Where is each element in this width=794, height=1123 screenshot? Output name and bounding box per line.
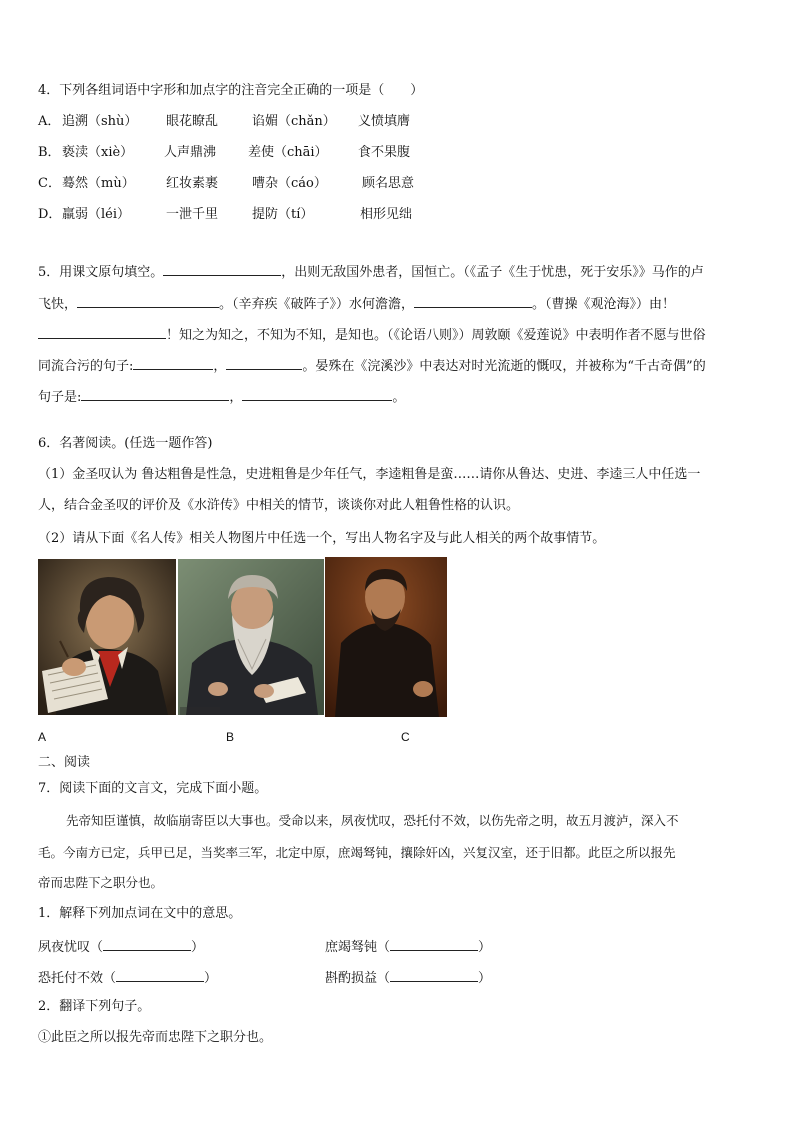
portrait-c-image xyxy=(325,557,447,717)
answer-blank[interactable] xyxy=(390,936,478,951)
q5-text: ！知之为知之，不知为不知，是知也。（《论语八则》）周敦颐《爱莲说》中表明作者不愿与世俗 xyxy=(166,328,706,343)
word-item xyxy=(325,936,491,957)
option-item: 顾名思意 xyxy=(362,176,415,191)
q5-line-4 xyxy=(38,355,706,376)
option-item: 差使（chāi） xyxy=(248,145,328,160)
caption-b: B xyxy=(226,730,235,744)
q7-sentence-1: ①此臣之所以报先帝而忠陛下之职分也。 xyxy=(38,1030,273,1045)
option-item: 嘈杂（cáo） xyxy=(252,176,327,191)
section-heading: 二、阅读 xyxy=(38,755,91,770)
q5-text: 。（曹操《观沧海》）由！ xyxy=(532,297,676,312)
q5-text: 。（辛弃疾《破阵子》）水何澹澹， xyxy=(219,297,415,312)
word-label: 夙夜忧叹（ xyxy=(38,940,104,955)
q5-line-2 xyxy=(38,293,675,314)
option-item: 追溯（shù） xyxy=(62,114,138,129)
q5-text: 。 xyxy=(392,390,406,405)
caption-a: A xyxy=(38,730,47,744)
passage-line-3: 帝而忠陛下之职分也。 xyxy=(38,875,164,890)
option-item: 蓦然（mù） xyxy=(62,176,135,191)
q6-part1-line1: （1）金圣叹认为 鲁达粗鲁是性急，史进粗鲁是少年任气，李逵粗鲁是蛮……请你从鲁达、史进、李逵三人中任选一 xyxy=(38,467,701,482)
option-label: D． xyxy=(38,207,62,222)
q5-text: 句子是: xyxy=(38,390,82,405)
option-item: 人声鼎沸 xyxy=(164,145,217,160)
passage-line-2: 毛。今南方已定，兵甲已足，当奖率三军，北定中原，庶竭驽钝，攘除奸凶，兴复汉室，还于旧都。此臣之所以报先 xyxy=(38,845,676,860)
q5-text: ，出则无敌国外患者，国恒亡。（《孟子《生于忧患，死于安乐》》马作的卢 xyxy=(281,265,704,280)
option-label: C． xyxy=(38,176,61,191)
option-item: 提防（tí） xyxy=(252,207,314,222)
q5-text: ， xyxy=(229,390,243,405)
answer-blank[interactable] xyxy=(81,386,229,401)
word-item xyxy=(325,967,491,988)
word-label: 斟酌损益（ xyxy=(325,971,391,986)
portrait-b-image xyxy=(178,559,324,715)
word-label: 庶竭驽钝（ xyxy=(325,940,391,955)
q7-stem: 7．阅读下面的文言文，完成下面小题。 xyxy=(38,781,268,796)
answer-blank[interactable] xyxy=(103,936,191,951)
passage-line-1: 先帝知臣谨慎，故临崩寄臣以大事也。受命以来，夙夜忧叹，恐托付不效，以伤先帝之明，故五月渡泸，深入不 xyxy=(66,813,679,828)
q4-option-c xyxy=(38,175,414,193)
q5-line-1 xyxy=(38,261,704,282)
answer-blank[interactable] xyxy=(242,386,392,401)
q5-text: 同流合污的句子: xyxy=(38,359,134,374)
answer-blank[interactable] xyxy=(77,293,219,308)
option-item: 食不果腹 xyxy=(358,145,411,160)
word-end: ） xyxy=(204,971,218,986)
option-item: 相形见绌 xyxy=(360,207,413,222)
q4-stem: 4．下列各组词语中字形和加点字的注音完全正确的一项是（ ） xyxy=(38,83,424,98)
word-end: ） xyxy=(191,940,205,955)
q7-sub1: 1．解释下列加点词在文中的意思。 xyxy=(38,906,242,921)
word-item xyxy=(38,967,217,988)
option-item: 亵渎（xiè） xyxy=(62,145,134,160)
option-item: 义愤填膺 xyxy=(358,114,411,129)
word-item xyxy=(38,936,204,957)
word-end: ） xyxy=(478,971,492,986)
option-item: 羸弱（léi） xyxy=(62,207,131,222)
option-label: B． xyxy=(38,145,61,160)
q4-option-a xyxy=(38,113,410,131)
option-item: 谄媚（chǎn） xyxy=(252,114,336,129)
answer-blank[interactable] xyxy=(133,355,213,370)
word-label: 恐托付不效（ xyxy=(38,971,117,986)
word-end: ） xyxy=(478,940,492,955)
q4-option-b xyxy=(38,144,410,162)
q5-text: 飞快， xyxy=(38,297,78,312)
answer-blank[interactable] xyxy=(163,261,281,276)
q5-text: ， xyxy=(213,359,227,374)
q6-part2: （2）请从下面《名人传》相关人物图片中任选一个，写出人物名字及与此人相关的两个故事情节。 xyxy=(38,531,606,546)
q5-line-3 xyxy=(38,324,706,345)
q6-stem: 6．名著阅读。(任选一题作答) xyxy=(38,436,213,451)
option-item: 一泄千里 xyxy=(166,207,219,222)
q5-text: 。晏殊在《浣溪沙》中表达对时光流逝的慨叹，并被称为“千古奇偶”的 xyxy=(302,359,706,374)
caption-c: C xyxy=(401,730,410,744)
q5-line-5 xyxy=(38,386,405,407)
option-label: A． xyxy=(38,114,61,129)
answer-blank[interactable] xyxy=(38,324,166,339)
answer-blank[interactable] xyxy=(226,355,302,370)
option-item: 眼花瞭乱 xyxy=(166,114,219,129)
answer-blank[interactable] xyxy=(390,967,478,982)
q5-prompt: 5．用课文原句填空。 xyxy=(38,265,164,280)
answer-blank[interactable] xyxy=(414,293,532,308)
q7-sub2: 2．翻译下列句子。 xyxy=(38,999,151,1014)
answer-blank[interactable] xyxy=(116,967,204,982)
q6-part1-line2: 人，结合金圣叹的评价及《水浒传》中相关的情节，谈谈你对此人粗鲁性格的认识。 xyxy=(38,498,520,513)
portrait-a-image xyxy=(38,559,176,715)
option-item: 红妆素裹 xyxy=(166,176,219,191)
q4-option-d xyxy=(38,206,412,224)
